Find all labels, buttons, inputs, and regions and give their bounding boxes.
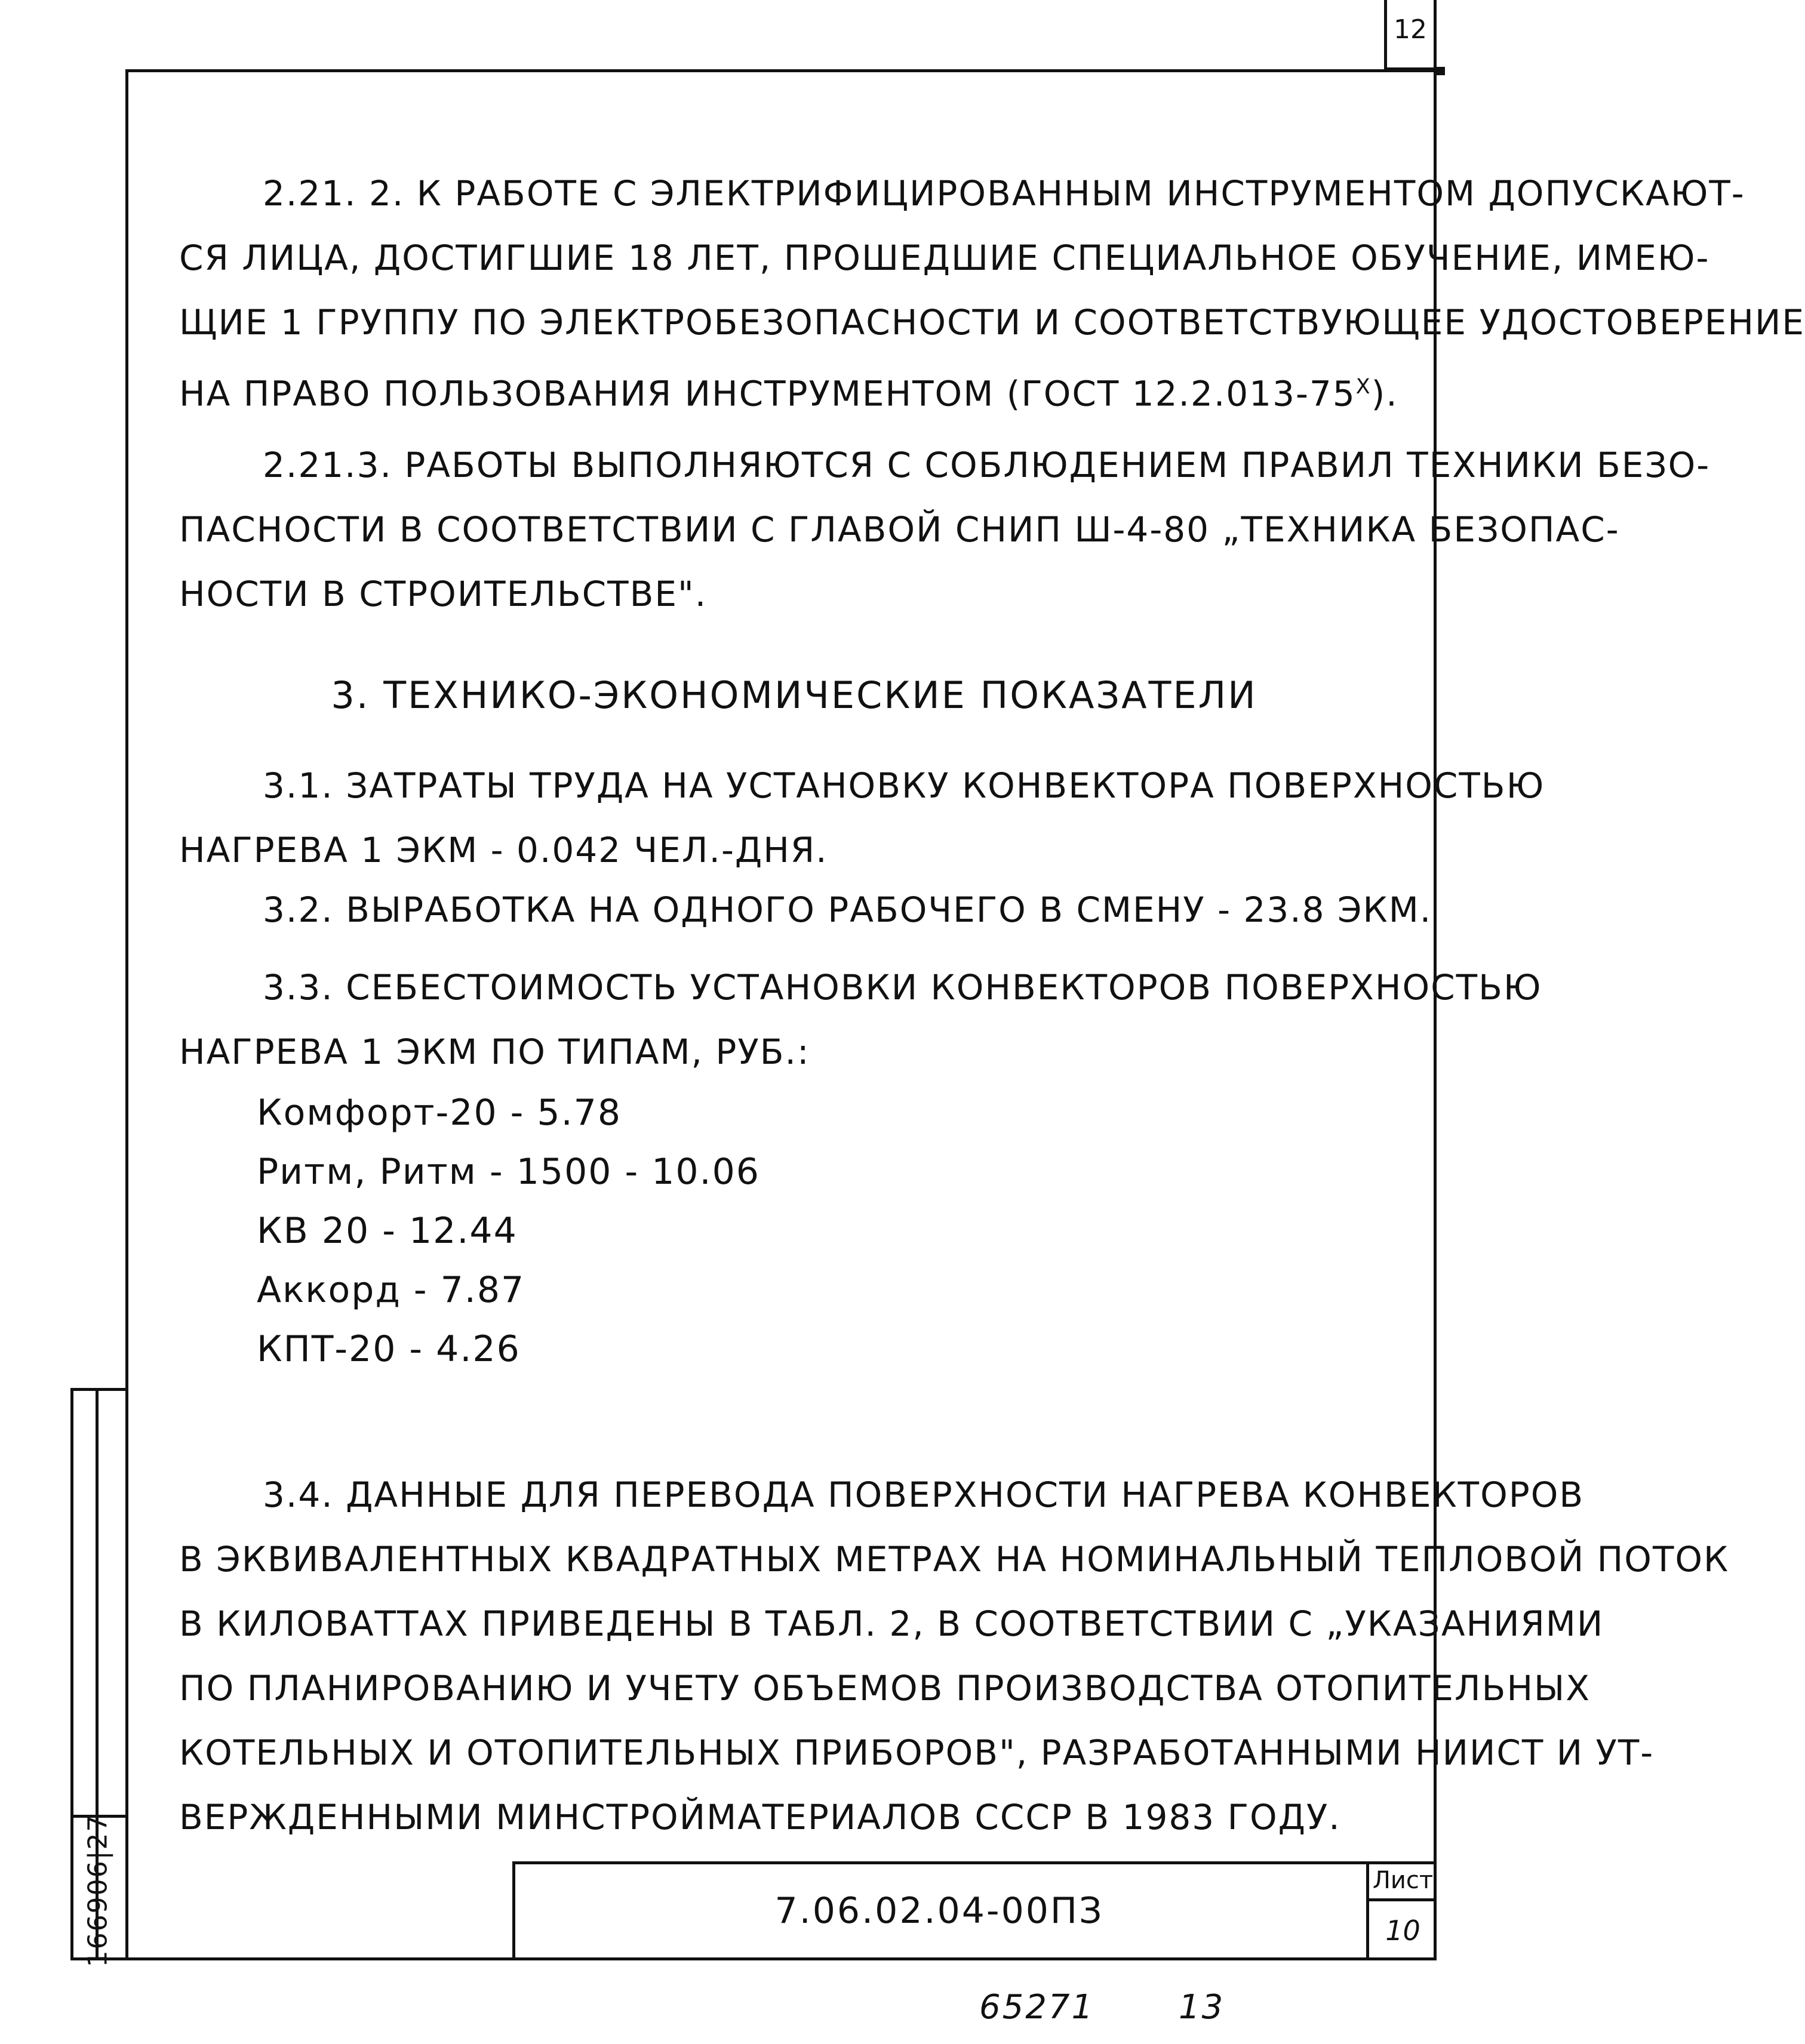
paragraph-3-4: [179, 1463, 1730, 1849]
cost-list: [257, 1083, 760, 1379]
text-line: ПАСНОСТИ В СООТВЕТСТВИИ С ГЛАВОЙ СНИП Ш-4-80 „ТЕХНИКА БЕЗОПАС-: [179, 509, 1620, 550]
side-stamp: [70, 1814, 125, 1968]
archive-page: 13: [1178, 1988, 1225, 2027]
archive-code: 65271: [979, 1988, 1095, 2027]
text-fragment: ).: [1371, 373, 1398, 414]
text-line: КОТЕЛЬНЫХ И ОТОПИТЕЛЬНЫХ ПРИБОРОВ", РАЗРАБОТАННЫМИ НИИСТ И УТ-: [179, 1732, 1655, 1773]
section-heading: 3. ТЕХНИКО-ЭКОНОМИЧЕСКИЕ ПОКАЗАТЕЛИ: [331, 673, 1257, 717]
text-line: СЯ ЛИЦА, ДОСТИГШИЕ 18 ЛЕТ, ПРОШЕДШИЕ СПЕЦИАЛЬНОЕ ОБУЧЕНИЕ, ИМЕЮ-: [179, 238, 1710, 278]
sheet-number: 10: [1385, 1914, 1420, 1947]
bottom-codes: [979, 1988, 1225, 2027]
cost-item: Комфорт-20 - 5.78: [257, 1092, 622, 1134]
text-line: 3.3. СЕБЕСТОИМОСТЬ УСТАНОВКИ КОНВЕКТОРОВ ПОВЕРХНОСТЬЮ: [263, 967, 1542, 1008]
paragraph-2-21-2: [179, 161, 1805, 426]
text-line: 3.4. ДАННЫЕ ДЛЯ ПЕРЕВОДА ПОВЕРХНОСТИ НАГРЕВА КОНВЕКТОРОВ: [263, 1474, 1585, 1515]
page-number: 12: [1394, 14, 1427, 45]
text-fragment: НА ПРАВО ПОЛЬЗОВАНИЯ ИНСТРУМЕНТОМ (ГОСТ 12.2.013-75: [179, 373, 1356, 414]
paragraph-3-2: [179, 878, 1432, 942]
text-line: 2.21.3. РАБОТЫ ВЫПОЛНЯЮТСЯ С СОБЛЮДЕНИЕМ ПРАВИЛ ТЕХНИКИ БЕЗО-: [263, 445, 1711, 485]
text-line: ПО ПЛАНИРОВАНИЮ И УЧЕТУ ОБЪЕМОВ ПРОИЗВОДСТВА ОТОПИТЕЛЬНЫХ: [179, 1668, 1591, 1709]
cost-item: КВ 20 - 12.44: [257, 1210, 518, 1252]
page-number-box: [1384, 0, 1437, 70]
text-line: [179, 355, 1409, 426]
cost-item: КПТ-20 - 4.26: [257, 1328, 521, 1370]
cost-item: Ритм, Ритм - 1500 - 10.06: [257, 1151, 760, 1193]
text-line: НАГРЕВА 1 ЭКМ - 0.042 ЧЕЛ.-ДНЯ.: [179, 830, 828, 870]
paragraph-2-21-3: [179, 433, 1711, 626]
corner-mark: [1437, 67, 1445, 75]
inventory-number: 166906|27: [82, 1814, 113, 1968]
text-line: 3.2. ВЫРАБОТКА НА ОДНОГО РАБОЧЕГО В СМЕНУ - 23.8 ЭКМ.: [263, 889, 1432, 930]
sheet-label: Лист: [1372, 1867, 1434, 1894]
paragraph-3-3: [179, 955, 1542, 1084]
text-line: ЩИЕ 1 ГРУППУ ПО ЭЛЕКТРОБЕЗОПАСНОСТИ И СООТВЕТСТВУЮЩЕЕ УДОСТОВЕРЕНИЕ: [179, 302, 1805, 343]
text-line: 2.21. 2. К РАБОТЕ С ЭЛЕКТРИФИЦИРОВАННЫМ ИНСТРУМЕНТОМ ДОПУСКАЮТ-: [263, 173, 1745, 214]
text-line: В ЭКВИВАЛЕНТНЫХ КВАДРАТНЫХ МЕТРАХ НА НОМИНАЛЬНЫЙ ТЕПЛОВОЙ ПОТОК: [179, 1539, 1730, 1580]
text-line: 3.1. ЗАТРАТЫ ТРУДА НА УСТАНОВКУ КОНВЕКТОРА ПОВЕРХНОСТЬЮ: [263, 765, 1545, 806]
text-line: НАГРЕВА 1 ЭКМ ПО ТИПАМ, РУБ.:: [179, 1032, 810, 1072]
paragraph-3-1: [179, 753, 1545, 882]
cost-item: Аккорд - 7.87: [257, 1269, 525, 1311]
text-line: В КИЛОВАТТАХ ПРИВЕДЕНЫ В ТАБЛ. 2, В СООТВЕТСТВИИ С „УКАЗАНИЯМИ: [179, 1603, 1604, 1644]
superscript: X: [1355, 375, 1372, 399]
document-code: 7.06.02.04-00ПЗ: [774, 1890, 1104, 1932]
text-line: ВЕРЖДЕННЫМИ МИНСТРОЙМАТЕРИАЛОВ СССР В 1983 ГОДУ.: [179, 1797, 1341, 1837]
text-line: НОСТИ В СТРОИТЕЛЬСТВЕ".: [179, 574, 708, 614]
